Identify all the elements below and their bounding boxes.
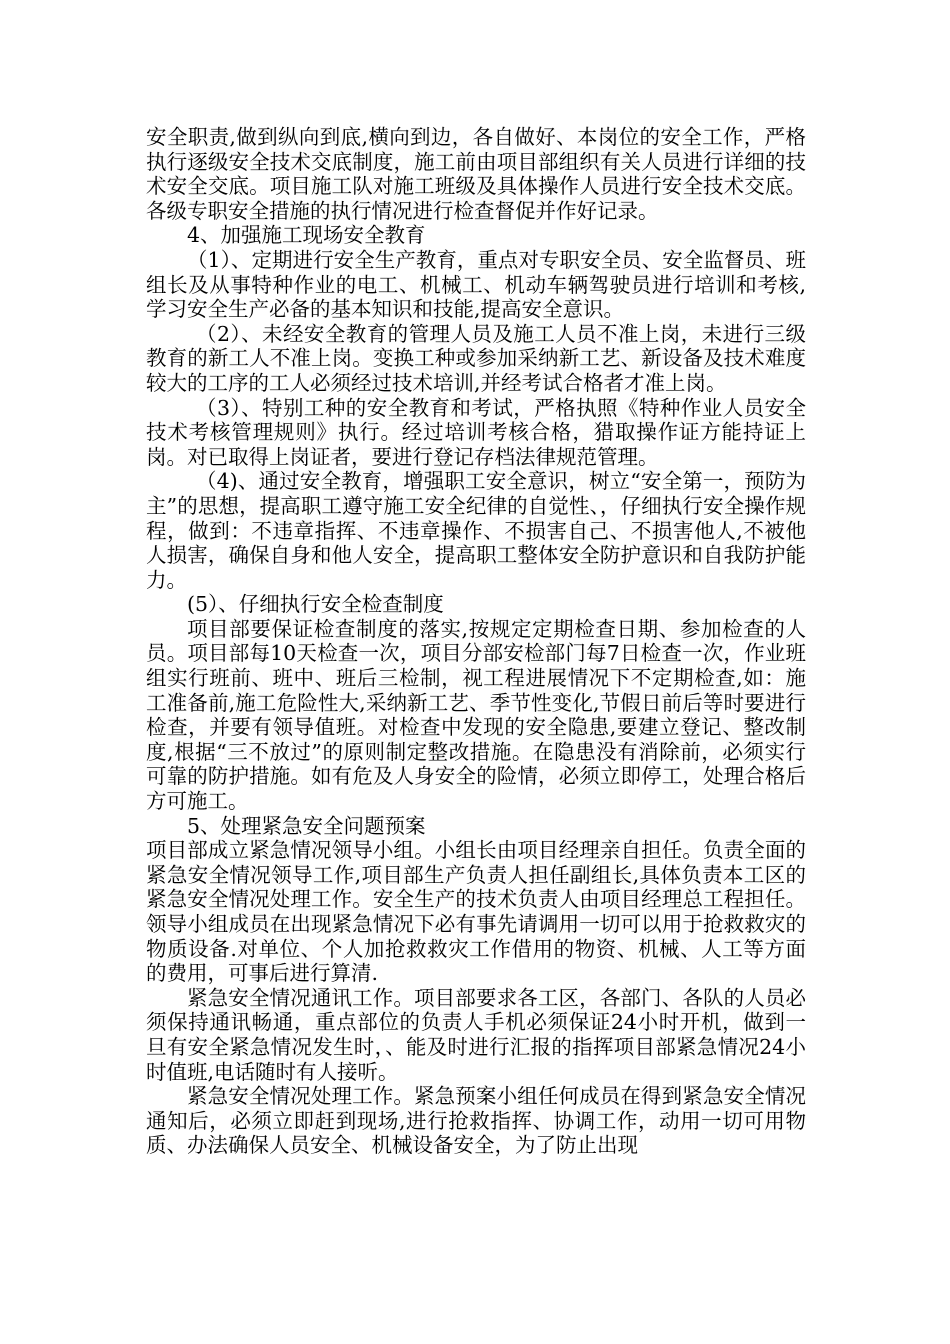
paragraph-emergency-group: 项目部成立紧急情况领导小组。小组长由项目经理亲自担任。负责全面的紧急安全情况领导工作,项目部生产负责人担任副组长,具体负责本工区的紧急安全情况处理工作。安全生产的技术负责人由项目经理总工程担任。领导小组成员在出现紧急情况下必有事先请调用一切可以用于抢救救灾的物质设备.对单位、个人加抢救救灾工作借用的物资、机械、人工等方面的费用，可事后进行算清. bbox=[146, 838, 806, 986]
section-heading-emergency: 5、处理紧急安全问题预案 bbox=[187, 813, 426, 838]
subheading-item-5: (5）、仔细执行安全检查制度 bbox=[187, 592, 444, 617]
section-heading-safety-education: 4、加强施工现场安全教育 bbox=[187, 223, 426, 248]
paragraph-item-4: （4)、通过安全教育，增强职工安全意识，树立“安全第一，预防为主”的思想，提高职工遵守施工安全纪律的自觉性、，仔细执行安全操作规程，做到：不违章指挥、不违章操作、不损害自己、不损害他人,不被他人损害，确保自身和他人安全，提高职工整体安全防护意识和自我防护能力。 bbox=[146, 469, 806, 592]
paragraph-item-1: （1）、定期进行安全生产教育，重点对专职安全员、安全监督员、班组长及从事特种作业的电工、机械工、机动车辆驾驶员进行培训和考核,学习安全生产必备的基本知识和技能,提高安全意识。 bbox=[146, 247, 806, 322]
document-body bbox=[146, 125, 806, 1158]
paragraph-emergency-handling: 紧急安全情况处理工作。紧急预案小组任何成员在得到紧急安全情况通知后，必须立即赶到现场,进行抢救指挥、协调工作，动用一切可用物质、办法确保人员安全、机械设备安全，为了防止出现 bbox=[146, 1084, 806, 1158]
paragraph-safety-duties: 安全职责,做到纵向到底,横向到边，各自做好、本岗位的安全工作，严格执行逐级安全技术交底制度，施工前由项目部组织有关人员进行详细的技术安全交底。项目施工队对施工班级及具体操作人员进行安全技术交底。各级专职安全措施的执行情况进行检查督促并作好记录。 bbox=[146, 125, 806, 223]
paragraph-item-2: （2）、未经安全教育的管理人员及施工人员不准上岗，未进行三级教育的新工人不准上岗。变换工种或参加采纳新工艺、新设备及技术难度较大的工序的工人必须经过技术培训,并经考试合格者才准上岗。 bbox=[146, 321, 806, 395]
paragraph-emergency-communication: 紧急安全情况通讯工作。项目部要求各工区，各部门、各队的人员必须保持通讯畅通，重点部位的负责人手机必须保证24小时开机，做到一旦有安全紧急情况发生时，、能及时进行汇报的指挥项目部紧急情况24小时值班,电话随时有人接听。 bbox=[146, 985, 806, 1084]
paragraph-inspection: 项目部要保证检查制度的落实,按规定定期检查日期、参加检查的人员。项目部每10天检查一次，项目分部安检部门每7日检查一次，作业班组实行班前、班中、班后三检制，视工程进展情况下不定期检查,如：施工准备前,施工危险性大,采纳新工艺、季节性变化,节假日前后等时要进行检查，并要有领导值班。对检查中发现的安全隐患,要建立登记、整改制度,根据“三不放过”的原则制定整改措施。在隐患没有消除前，必须实行可靠的防护措施。如有危及人身安全的险情，必须立即停工，处理合格后方可施工。 bbox=[146, 616, 806, 814]
paragraph-item-3: （3）、特别工种的安全教育和考试，严格执照《特种作业人员安全技术考核管理规则》执行。经过培训考核合格，猎取操作证方能持证上岗。对已取得上岗证者，要进行登记存档法律规范管理。 bbox=[146, 395, 806, 469]
